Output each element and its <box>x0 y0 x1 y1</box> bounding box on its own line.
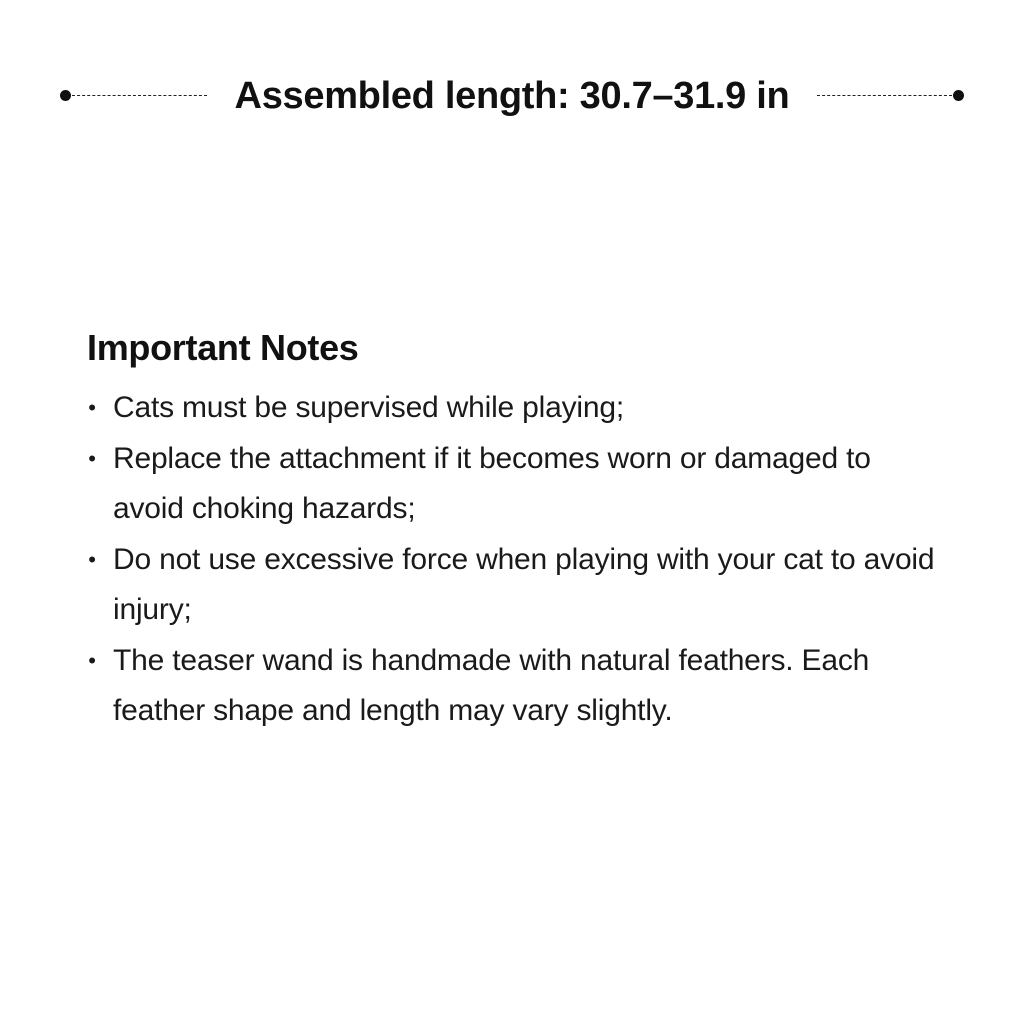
assembled-length-dimension <box>60 72 964 120</box>
note-text: Cats must be supervised while playing; <box>113 391 624 424</box>
bullet-icon: • <box>88 445 96 471</box>
note-text: The teaser wand is handmade with natural feathers. Each feather shape and length may vary slightly. <box>113 643 870 727</box>
important-notes-section <box>87 325 947 737</box>
note-item <box>87 383 947 434</box>
note-text: Do not use excessive force when playing with your cat to avoid injury; <box>113 542 935 626</box>
note-item <box>87 434 947 535</box>
bullet-icon: • <box>88 647 96 673</box>
dimension-left-dashed-line <box>72 95 207 96</box>
note-text: Replace the attachment if it becomes worn or damaged to avoid choking hazards; <box>113 441 871 525</box>
note-item <box>87 636 947 737</box>
assembled-length-label: Assembled length: 30.7–31.9 in <box>234 75 790 117</box>
note-item <box>87 535 947 636</box>
important-notes-heading: Important Notes <box>87 327 359 368</box>
dimension-right-endpoint <box>953 90 964 101</box>
important-notes-list <box>87 383 947 737</box>
bullet-icon: • <box>88 395 96 420</box>
bullet-icon: • <box>88 546 96 572</box>
dimension-left-endpoint <box>60 90 71 101</box>
dimension-right-dashed-line <box>817 95 952 96</box>
